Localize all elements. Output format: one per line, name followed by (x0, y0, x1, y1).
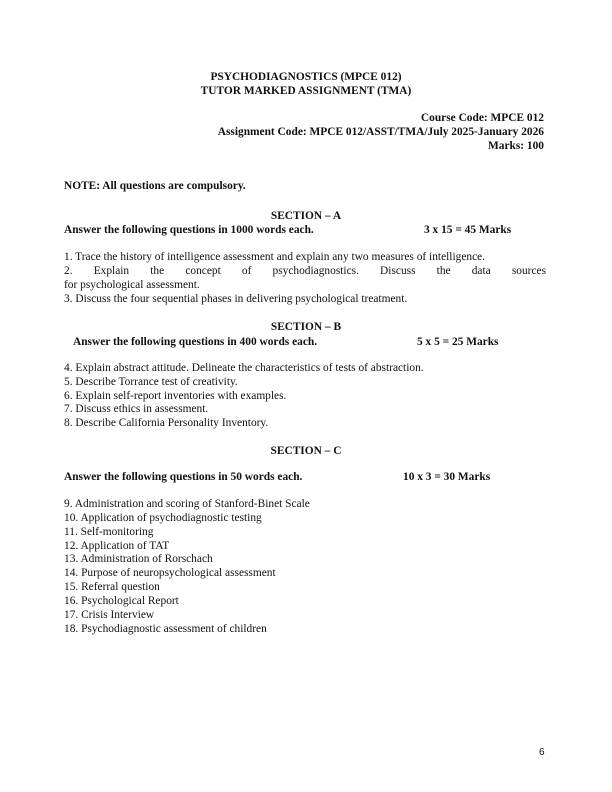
question-7: 7. Discuss ethics in assessment. (64, 403, 209, 415)
course-code: Course Code: MPCE 012 (420, 112, 544, 124)
section-b-marks: 5 x 5 = 25 Marks (417, 336, 499, 348)
document-title: PSYCHODIAGNOSTICS (MPCE 012) (210, 71, 402, 83)
assignment-code: Assignment Code: MPCE 012/ASST/TMA/July 2025-January 2026 (217, 126, 544, 138)
section-c-marks: 10 x 3 = 30 Marks (403, 471, 491, 483)
question-2-continued: for psychological assessment. (64, 279, 200, 291)
question-12: 12. Application of TAT (64, 540, 170, 552)
question-8: 8. Describe California Personality Inventory. (64, 417, 269, 429)
section-b-instruction: Answer the following questions in 400 words each. (73, 336, 318, 348)
section-a-instruction: Answer the following questions in 1000 words each. (64, 224, 314, 236)
document-subtitle: TUTOR MARKED ASSIGNMENT (TMA) (200, 85, 412, 97)
question-14: 14. Purpose of neuropsychological assessment (64, 567, 276, 579)
question-5: 5. Describe Torrance test of creativity. (64, 376, 238, 388)
question-13: 13. Administration of Rorschach (64, 553, 213, 565)
note: NOTE: All questions are compulsory. (64, 180, 246, 192)
question-10: 10. Application of psychodiagnostic testing (64, 512, 262, 524)
question-16: 16. Psychological Report (64, 595, 179, 607)
question-15: 15. Referral question (64, 581, 160, 593)
page-number: 6 (539, 747, 545, 758)
section-b-heading: SECTION – B (270, 321, 342, 333)
question-2: 2. Explain the concept of psychodiagnostics. Discuss the data sources (64, 265, 546, 277)
question-6: 6. Explain self-report inventories with examples. (64, 390, 287, 402)
question-1: 1. Trace the history of intelligence assessment and explain any two measures of intelligence. (64, 251, 486, 263)
question-18: 18. Psychodiagnostic assessment of children (64, 623, 267, 635)
section-c-instruction: Answer the following questions in 50 words each. (64, 471, 303, 483)
question-11: 11. Self-monitoring (64, 526, 154, 538)
total-marks: Marks: 100 (488, 140, 544, 152)
question-9: 9. Administration and scoring of Stanford-Binet Scale (64, 498, 310, 510)
question-17: 17. Crisis Interview (64, 609, 155, 621)
section-a-heading: SECTION – A (270, 210, 342, 222)
section-a-marks: 3 x 15 = 45 Marks (424, 224, 512, 236)
question-4: 4. Explain abstract attitude. Delineate the characteristics of tests of abstraction. (64, 362, 424, 374)
section-c-heading: SECTION – C (270, 445, 342, 457)
question-3: 3. Discuss the four sequential phases in delivering psychological treatment. (64, 293, 408, 305)
